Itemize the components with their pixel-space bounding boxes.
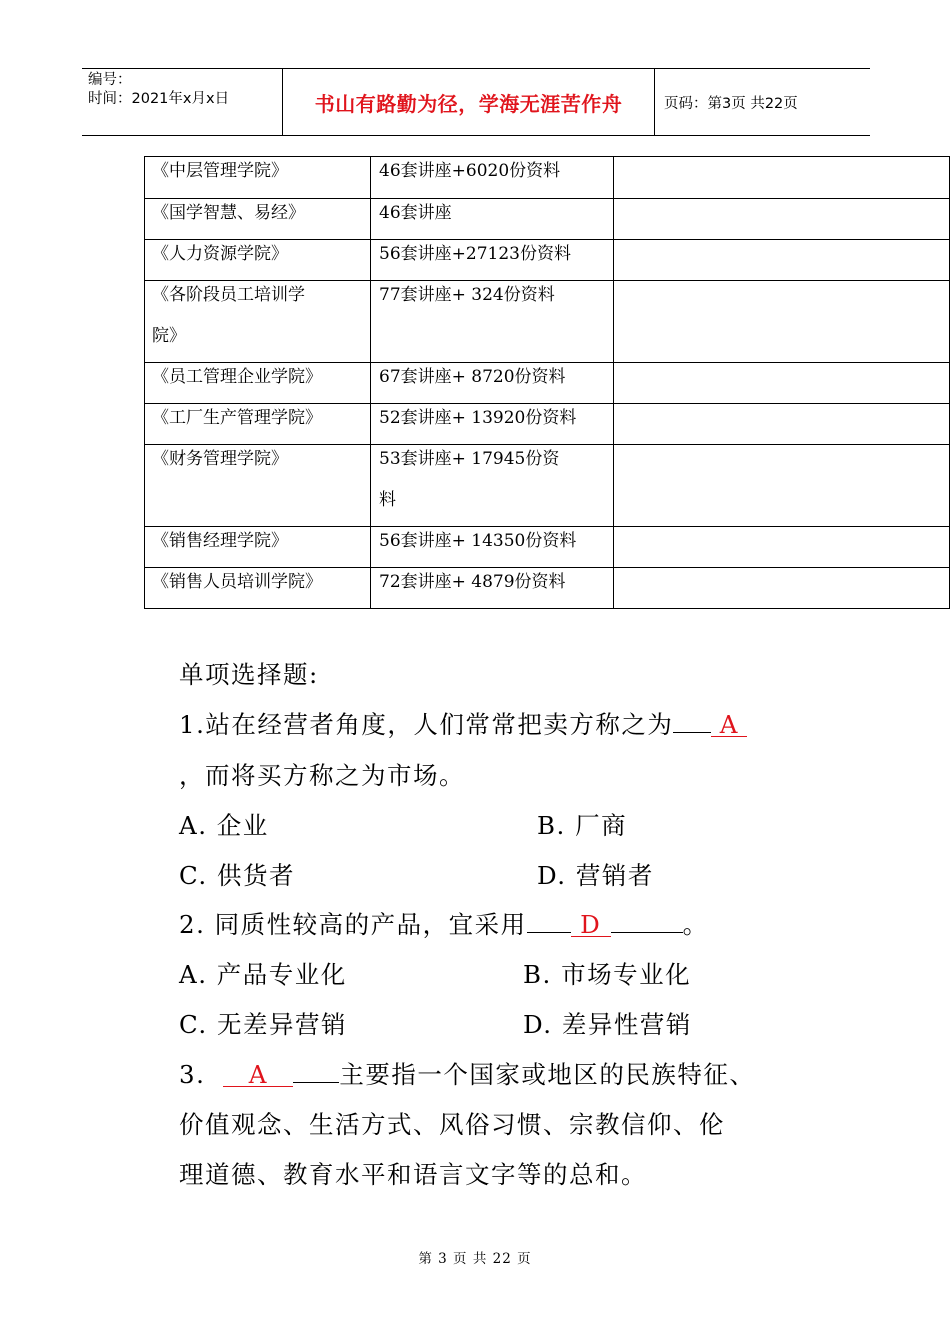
header-number-label: 编号：	[88, 72, 132, 88]
question-1-stem	[179, 706, 747, 741]
header-top-rule	[82, 68, 870, 69]
question-3-line3: 理道德、教育水平和语言文字等的总和。	[179, 1160, 647, 1189]
answer-blank	[223, 1060, 293, 1087]
table-cell-content: 46套讲座+6020份资料	[371, 157, 614, 199]
table-cell-content: 52套讲座+ 13920份资料	[371, 404, 614, 445]
header-left	[88, 71, 229, 109]
header-bottom-rule	[82, 135, 870, 136]
header-page-info: 页码：第3页 共22页	[664, 96, 798, 112]
option-a: A. 企业	[179, 811, 269, 840]
header-divider	[654, 68, 655, 136]
answer-blank	[293, 1056, 339, 1083]
page-footer: 第 3 页 共 22 页	[418, 1251, 532, 1267]
option-b: B. 厂商	[537, 811, 628, 840]
question-1-stem-cont: ，而将买方称之为市场。	[179, 761, 465, 790]
option-b: B. 市场专业化	[523, 960, 692, 989]
table-cell-name: 《工厂生产管理学院》	[145, 404, 371, 445]
question-3-number: 3.	[179, 1060, 206, 1089]
option-d: D. 营销者	[537, 861, 654, 890]
table-cell-note	[614, 527, 950, 568]
table-row	[145, 445, 950, 527]
table-cell-name: 《财务管理学院》	[145, 445, 371, 527]
table-row	[145, 568, 950, 609]
question-3-stem	[179, 1056, 755, 1091]
option-c: C. 供货者	[179, 861, 295, 890]
table-cell-name: 《中层管理学院》	[145, 157, 371, 199]
answer-blank	[527, 906, 571, 933]
table-cell-content: 53套讲座+ 17945份资料	[371, 445, 614, 527]
table-cell-content: 77套讲座+ 324份资料	[371, 281, 614, 363]
answer-blank	[673, 706, 711, 733]
table-row	[145, 281, 950, 363]
table-cell-note	[614, 281, 950, 363]
question-2-end: 。	[682, 910, 709, 939]
table-cell-note	[614, 240, 950, 281]
question-3-text: 主要指一个国家或地区的民族特征、	[339, 1060, 756, 1089]
table-cell-note	[614, 404, 950, 445]
header-motto: 书山有路勤为径，学海无涯苦作舟	[314, 92, 623, 116]
table-cell-note	[614, 157, 950, 199]
table-cell-content: 56套讲座+ 14350份资料	[371, 527, 614, 568]
header-time-label: 时间：2021年x月x日	[88, 91, 230, 107]
answer-blank	[611, 906, 683, 933]
question-2-answer: D	[580, 910, 602, 939]
table-cell-content: 46套讲座	[371, 199, 614, 240]
table-cell-note	[614, 199, 950, 240]
answer-blank	[711, 710, 747, 737]
table-cell-note	[614, 363, 950, 404]
question-3-answer: A	[248, 1060, 268, 1089]
table-cell-note	[614, 445, 950, 527]
question-2-stem	[179, 906, 709, 941]
table-cell-content: 56套讲座+27123份资料	[371, 240, 614, 281]
table-cell-name: 《销售人员培训学院》	[145, 568, 371, 609]
table-cell-content: 67套讲座+ 8720份资料	[371, 363, 614, 404]
table-cell-name: 《国学智慧、易经》	[145, 199, 371, 240]
table-cell-note	[614, 568, 950, 609]
table-cell-name: 《员工管理企业学院》	[145, 363, 371, 404]
table-cell-name: 《销售经理学院》	[145, 527, 371, 568]
answer-blank	[571, 910, 611, 937]
question-3-line2: 价值观念、生活方式、风俗习惯、宗教信仰、伦	[179, 1110, 725, 1139]
table-cell-content: 72套讲座+ 4879份资料	[371, 568, 614, 609]
option-c: C. 无差异营销	[179, 1010, 347, 1039]
question-2-text: 2. 同质性较高的产品，宜采用	[179, 910, 527, 939]
option-a: A. 产品专业化	[179, 960, 347, 989]
table-cell-name: 《各阶段员工培训学院》	[145, 281, 371, 363]
option-d: D. 差异性营销	[523, 1010, 692, 1039]
table-cell-name: 《人力资源学院》	[145, 240, 371, 281]
question-1-answer: A	[719, 710, 739, 739]
section-title: 单项选择题:	[179, 660, 319, 689]
resource-table	[144, 156, 950, 609]
question-1-text: 1.站在经营者角度，人们常常把卖方称之为	[179, 710, 674, 739]
